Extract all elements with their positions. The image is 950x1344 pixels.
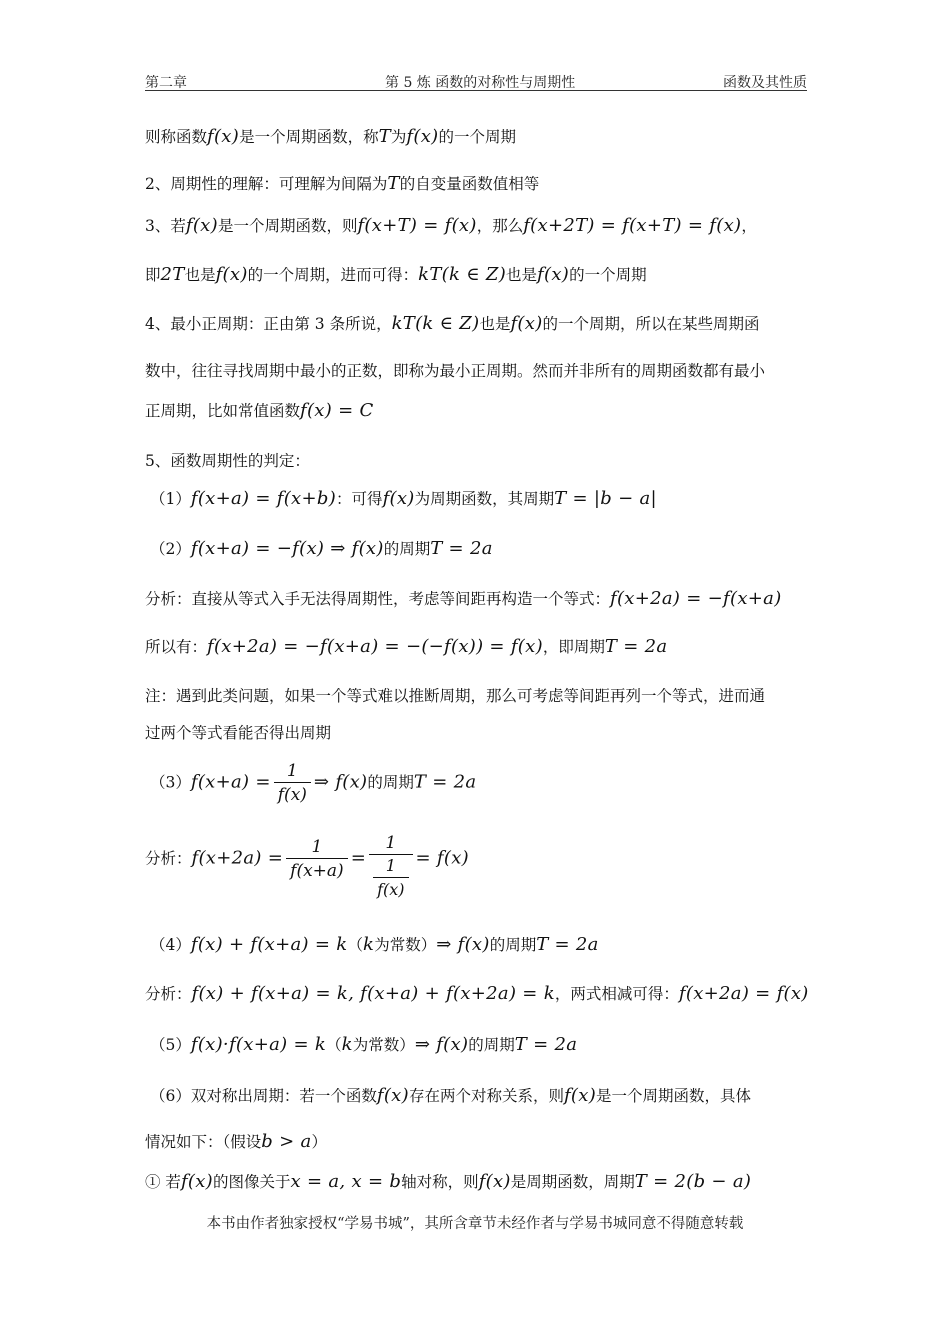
text-line-13: 注：遇到此类问题，如果一个等式难以推断周期，那么可考虑等间距再列一个等式，进而通 bbox=[145, 687, 766, 705]
header-rule bbox=[145, 90, 807, 91]
text-line-4: 即2T也是f(x)的一个周期，进而可得：kT(k ∈ Z)也是f(x)的一个周期 bbox=[145, 264, 647, 285]
text-line-14: 过两个等式看能否得出周期 bbox=[145, 724, 332, 742]
text-line-12: 所以有：f(x+2a) = −f(x+a) = −(−f(x)) = f(x)，即周期T = 2a bbox=[145, 636, 668, 657]
text-line-6: 数中，往往寻找周期中最小的正数，即称为最小正周期。然而并非所有的周期函数都有最小 bbox=[145, 362, 766, 380]
copyright-footer: 本书由作者独家授权“学易书城”，其所含章节未经作者与学易书城同意不得随意转载 bbox=[206, 1216, 744, 1232]
text-line-5: 4、最小正周期：正由第 3 条所说，kT(k ∈ Z)也是f(x)的一个周期，所以在某些周期函 bbox=[145, 313, 760, 334]
nested-fraction: $\frac{1}{\frac{1}{f(x)}}$ bbox=[369, 832, 412, 902]
text-line-17: （4）f(x) + f(x+a) = k（k为常数）⇒ f(x)的周期T = 2a bbox=[150, 934, 599, 955]
text-line-7: 正周期，比如常值函数f(x) = C bbox=[145, 400, 374, 421]
fraction-one-over-fx: $\frac{1}{f(x)}$ bbox=[274, 760, 311, 807]
page-header bbox=[145, 72, 807, 92]
text-line-18: 分析：f(x) + f(x+a) = k, f(x+a) + f(x+2a) = k，两式相减可得：f(x+2a) = f(x) bbox=[145, 983, 809, 1004]
text-line-11: 分析：直接从等式入手无法得周期性，考虑等间距再构造一个等式：f(x+2a) = −f(x+a) bbox=[145, 588, 782, 609]
text-line-20: （6）双对称出周期：若一个函数f(x)存在两个对称关系，则f(x)是一个周期函数，具体 bbox=[150, 1085, 752, 1106]
text-line-22: ① 若f(x)的图像关于x = a, x = b轴对称，则f(x)是周期函数，周期T = 2(b − a) bbox=[145, 1171, 752, 1192]
text-line-8: 5、函数周期性的判定： bbox=[145, 452, 310, 470]
text-line-10: （2）f(x+a) = −f(x) ⇒ f(x)的周期T = 2a bbox=[150, 538, 493, 559]
header-section: 函数及其性质 bbox=[723, 75, 807, 91]
fraction-one-over-fxa: $\frac{1}{f(x+a)}$ bbox=[286, 836, 348, 883]
text-line-2: 2、周期性的理解：可理解为间隔为T的自变量函数值相等 bbox=[145, 173, 540, 194]
text-line-19: （5）f(x)·f(x+a) = k（k为常数）⇒ f(x)的周期T = 2a bbox=[150, 1034, 578, 1055]
text-line-21: 情况如下：（假设b > a） bbox=[145, 1131, 328, 1152]
header-lesson-title: 第 5 炼 函数的对称性与周期性 bbox=[385, 75, 576, 91]
header-chapter: 第二章 bbox=[145, 75, 187, 91]
text-line-15: （3）f(x+a) = $\frac{1}{f(x)}$ ⇒ f(x)的周期T = 2a bbox=[150, 761, 477, 805]
text-line-16: 分析：f(x+2a) = $\frac{1}{f(x+a)}$ = $\frac{1}{\frac{1}{f(x)}}$ = f(x) bbox=[145, 836, 807, 902]
text-line-1: 则称函数f(x)是一个周期函数，称T为f(x)的一个周期 bbox=[145, 126, 516, 147]
text-line-3: 3、若f(x)是一个周期函数，则f(x+T) = f(x)，那么f(x+2T) = f(x+T) = f(x)， bbox=[145, 215, 757, 236]
text-line-9: （1）f(x+a) = f(x+b)：可得f(x)为周期函数，其周期T = |b − a| bbox=[150, 488, 657, 509]
